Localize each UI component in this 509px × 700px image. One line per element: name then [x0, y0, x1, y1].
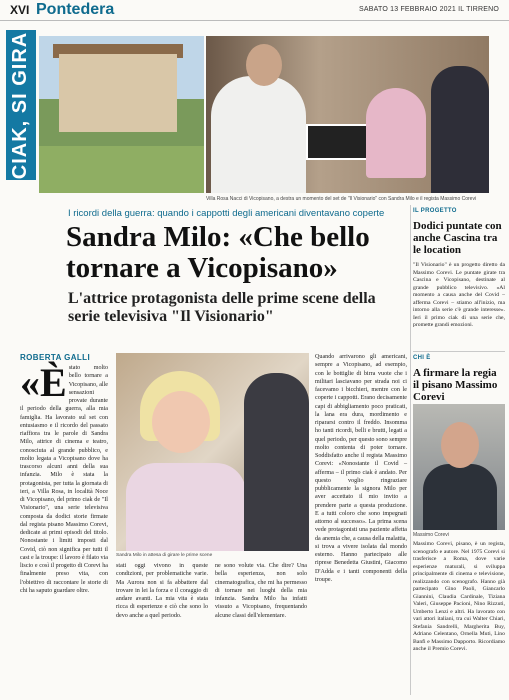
drop-cap: «È: [20, 360, 67, 405]
corevi-body: [423, 464, 497, 530]
villa-photo: [39, 36, 204, 193]
article-subhead: L'attrice protagonista delle prime scene della serie televisiva "Il Visionario": [68, 290, 376, 325]
article-column-3: ne sono volute via. Che dire? Una bella esperienza, non solo cinematografica, che mi ha permesso di tornare nei luoghi della mia infanzia. Sandra Milo ha infatti vissuto a Vicopisano, frequentando alcune classi dell'elementare.: [215, 563, 307, 619]
villa-building: [59, 54, 177, 132]
crew-member-head: [246, 44, 282, 86]
milo-photo-caption: Sandra Milo in attesa di girare le prime scene: [116, 553, 213, 558]
article-headline: Sandra Milo: «Che bello tornare a Vicopisano»: [66, 221, 370, 284]
makeup-artist: [244, 373, 309, 551]
sidebar-body-project: "Il Visionario" è un progetto diretto da Massimo Corevi. Le puntate girate tra Cascina e Vicopisano, destinate al grande pubblico televisivo. «Al momento a causa anche del Covid – afferma Corevi – stiamo all'inizio, ma intorno alla serie c'è grande interesse». Ieri il primo ciak di una serie che, promette grandi emozioni.: [413, 262, 505, 328]
article-column-2: stati oggi vivono in queste condizioni, per problematiche varie. Ma Aurora non si fa abbattere dal trovare in lei la forza e il coraggio di andare avanti. La mia vita è stata ricca di esperienze e ciò che sono lo devo anche a quel periodo.: [116, 563, 208, 619]
article-byline: ROBERTA GALLI: [20, 353, 91, 362]
article-column-4: Quando arrivarono gli americani, sempre a Vicopisano, ad esempio, con le bottiglie di birra vuote che i militari lasciavano per strada noi ci facevamo i bicchieri, mentre con le coperte i cappotti. Erano decisamente capi di abbigliamento poco praticati, la lana era dura, mordimento e ripararsi contro il freddo. Insomma ho tanti ricordi, belli e brutti, legati a quel periodo, per questo sono sempre molto contenta di poter tornare. Soddisfatto anche il regista Massimo Corevi: «Nonostante il Covid – afferma – il primo ciak è andato. Per questo voglio ringraziare pubblicamente la signora Milo per aver accettato il mio invito a prendere parte a questa produzione. E a tutti coloro che sono impegnati attorno al successo». La prima scena vede protagonisti una paziente affetta da anemia che, a causa della malattia, si trova a vivere isolata dal mondo esterno. Hanno partecipato alle riprese Benedetta Giustini, Giacomo D'Adda e i tanti componenti della troupe.: [315, 354, 407, 583]
corevi-head: [441, 422, 479, 468]
actress-figure: [366, 88, 426, 178]
set-photo: [206, 36, 489, 193]
milo-face: [152, 391, 210, 453]
sidebar-body-bio: Massimo Corevi, pisano, è un regista, scenografo e autore. Nel 1975 Corevi si trasferisce a Roma, dove varie esperienze maturali, si sviluppa principalmente di cinema e televisione, realizzando con scenografo. Hanno già partecipato Gino Paoli, Giancarlo Giannini, Claudia Cardinale, Tiziana Valeri, Giuseppe Pacioni, Nino Rizzuti, Umberto Lenzi e altri. Ha lavorato con vari attori italiani, tra cui Walter Chiari, Stefania Sandrelli, Margherita Buy, Adriano Celentano, Ornella Muti, Lino Banfi e Massimo Dapporto. Ricordiamo anche il Premio Corevi.: [413, 541, 505, 652]
sidebar-label-bio: CHI È: [413, 355, 431, 361]
sidebar-divider: [413, 351, 505, 352]
crew-member: [211, 76, 306, 193]
director-figure: [431, 66, 489, 193]
vertical-band-text: CIAK, SI GIRA: [9, 31, 32, 179]
sidebar-label-project: IL PROGETTO: [413, 208, 457, 214]
corevi-photo-caption: Massimo Corevi: [413, 532, 449, 538]
column-divider: [410, 205, 411, 695]
sidebar-title-project: Dodici puntate con anche Cascina tra le location: [413, 220, 502, 256]
article-kicker: I ricordi della guerra: quando i cappotti degli americani diventavano coperte: [68, 208, 385, 219]
milo-body: [126, 463, 246, 551]
article-column-1: [20, 360, 108, 694]
sidebar-title-bio: A firmare la regia il pisano Massimo Corevi: [413, 367, 498, 403]
milo-photo: [116, 353, 309, 551]
section-title: Pontedera: [36, 1, 115, 18]
villa-lawn: [39, 146, 204, 193]
photo-caption: Villa Rosa Nacci di Vicopisano, a destra un momento del set de "Il Visionario" con Sandra Milo e il regista Massimo Corevi: [206, 196, 477, 202]
page-number: XVI: [10, 3, 30, 17]
corevi-photo: [413, 404, 505, 530]
vertical-band-text-wrap: [6, 30, 36, 180]
clapperboard-icon: [306, 124, 370, 160]
column-1-text: stato molto bello tornare a Vicopisano, alle sensazioni provate durante il periodo della guerra, alla mia famiglia. Ha lavorato sul set con entusiasmo e il ricordo del passato riaffiora tra le parole di Sandra Milo, attrice di cinema e teatro, conosciuta al grande pubblico, e molto legata a Vicopisano dove ha trascorso alcuni anni della sua infanzia. Milo è stata la protagonista, per tutta la giornata di ieri, a Villa Rosa, in località Noce di Vicopisano, del primo ciak de "Il Visionario", una serie televisiva composta da dodici storie firmate dal regista pisano Massimo Corevi, dedicate ai primi episodi del titolo. Nonostante i limiti imposti dal Covid, ciò non significa per tutti il cast e la troupe: il lavoro è filato via liscio e così il progetto di Corevi ha finalmente preso vita, con l'obiettivo di raccontare le storie di chi ha saputo guardare oltre.: [20, 365, 108, 594]
date-line: SABATO 13 FEBBRAIO 2021 IL TIRRENO: [359, 6, 499, 13]
